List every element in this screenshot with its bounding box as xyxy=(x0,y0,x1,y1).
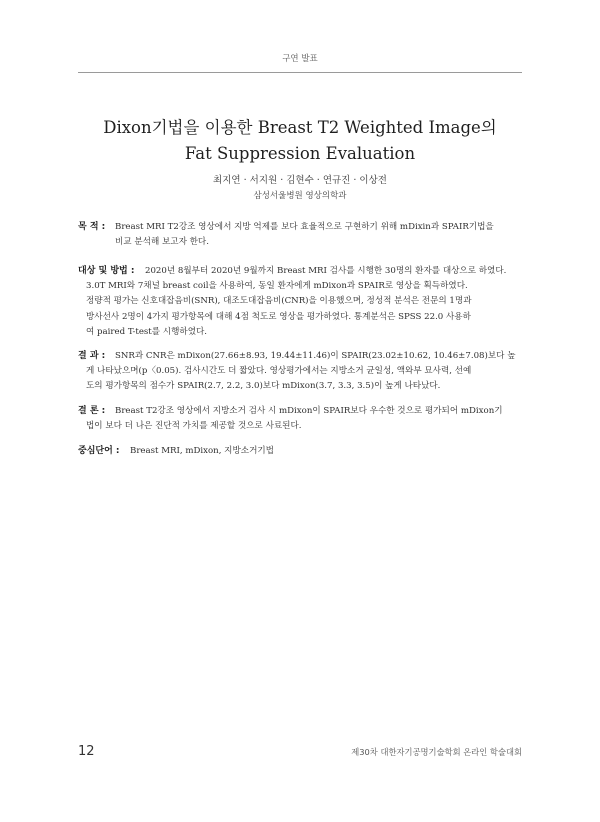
body-line: 도의 평가항목의 점수가 SPAIR(2.7, 2.2, 3.0)보다 mDixon(3.7, 3.3, 3.5)이 높게 나타났다. xyxy=(86,381,441,392)
section-body-methods xyxy=(145,264,530,279)
title-line-1: Dixon기법을 이용한 Breast T2 Weighted Image의 xyxy=(103,118,497,137)
body-line: SNR과 CNR은 mDixon(27.66±8.93, 19.44±11.46)이 SPAIR(23.02±10.62, 10.46±7.08)보다 높 xyxy=(115,351,516,361)
body-line: 방사선사 2명이 4가지 평가항목에 대해 4점 척도로 영상을 평가하였다. 통계분석은 SPSS 22.0 사용하 xyxy=(86,311,471,322)
section-body-keywords xyxy=(130,444,530,459)
footer-event-name: 제30차 대한자기공명기술학회 온라인 학술대회 xyxy=(351,747,522,757)
page-number: 12 xyxy=(78,744,95,759)
section-body-results-cont xyxy=(86,364,530,394)
body-line: Breast MRI, mDixon, 지방소거기법 xyxy=(130,446,274,456)
body-line: Breast T2강조 영상에서 지방소거 검사 시 mDixon이 SPAIR보다 우수한 것으로 평가되어 mDixon기 xyxy=(115,406,503,416)
body-line: 2020년 8월부터 2020년 9월까지 Breast MRI 검사를 시행한 30명의 환자를 대상으로 하였다. xyxy=(145,266,507,276)
body-line: 법이 보다 더 나은 진단적 가치를 제공할 것으로 사료된다. xyxy=(86,421,302,432)
section-body-conclusion xyxy=(115,404,530,419)
section-body-results xyxy=(115,349,530,364)
section-label-results: 결 과 : xyxy=(78,351,106,361)
section-body-conclusion-cont xyxy=(86,419,530,434)
body-line: 3.0T MRI와 7채널 breast coil을 사용하여, 동일 환자에게 mDixon과 SPAIR로 영상을 획득하였다. xyxy=(86,281,468,292)
section-label-methods: 대상 및 방법 : xyxy=(78,266,135,276)
paper-title xyxy=(60,115,540,167)
section-label-purpose: 목 적 : xyxy=(78,222,106,232)
body-line: 여 paired T-test를 시행하였다. xyxy=(86,326,208,337)
running-header: 구연 발표 xyxy=(282,54,318,64)
section-label-conclusion: 결 론 : xyxy=(78,406,106,416)
header-rule xyxy=(78,72,522,73)
section-label-keywords: 중심단어 : xyxy=(78,446,120,456)
section-body-purpose xyxy=(115,220,530,250)
body-line: Breast MRI T2강조 영상에서 지방 억제를 보다 효율적으로 구현하기 위해 mDixin과 SPAIR기법을 xyxy=(115,222,494,232)
body-line: 정량적 평가는 신호대잡음비(SNR), 대조도대잡음비(CNR)을 이용했으며, 정성적 분석은 전문의 1명과 xyxy=(86,296,472,307)
title-line-2: Fat Suppression Evaluation xyxy=(184,144,416,163)
body-line: 비교 분석해 보고자 한다. xyxy=(115,237,209,248)
author-list: 최지연 · 서지원 · 김현수 · 연규진 · 이상전 xyxy=(213,175,387,186)
body-line: 게 나타났으며(p〈0.05). 검사시간도 더 짧았다. 영상평가에서는 지방소거 균일성, 액와부 묘사력, 선예 xyxy=(86,366,472,377)
affiliation: 삼성서울병원 영상의학과 xyxy=(253,191,347,201)
section-body-methods-cont xyxy=(86,279,530,340)
